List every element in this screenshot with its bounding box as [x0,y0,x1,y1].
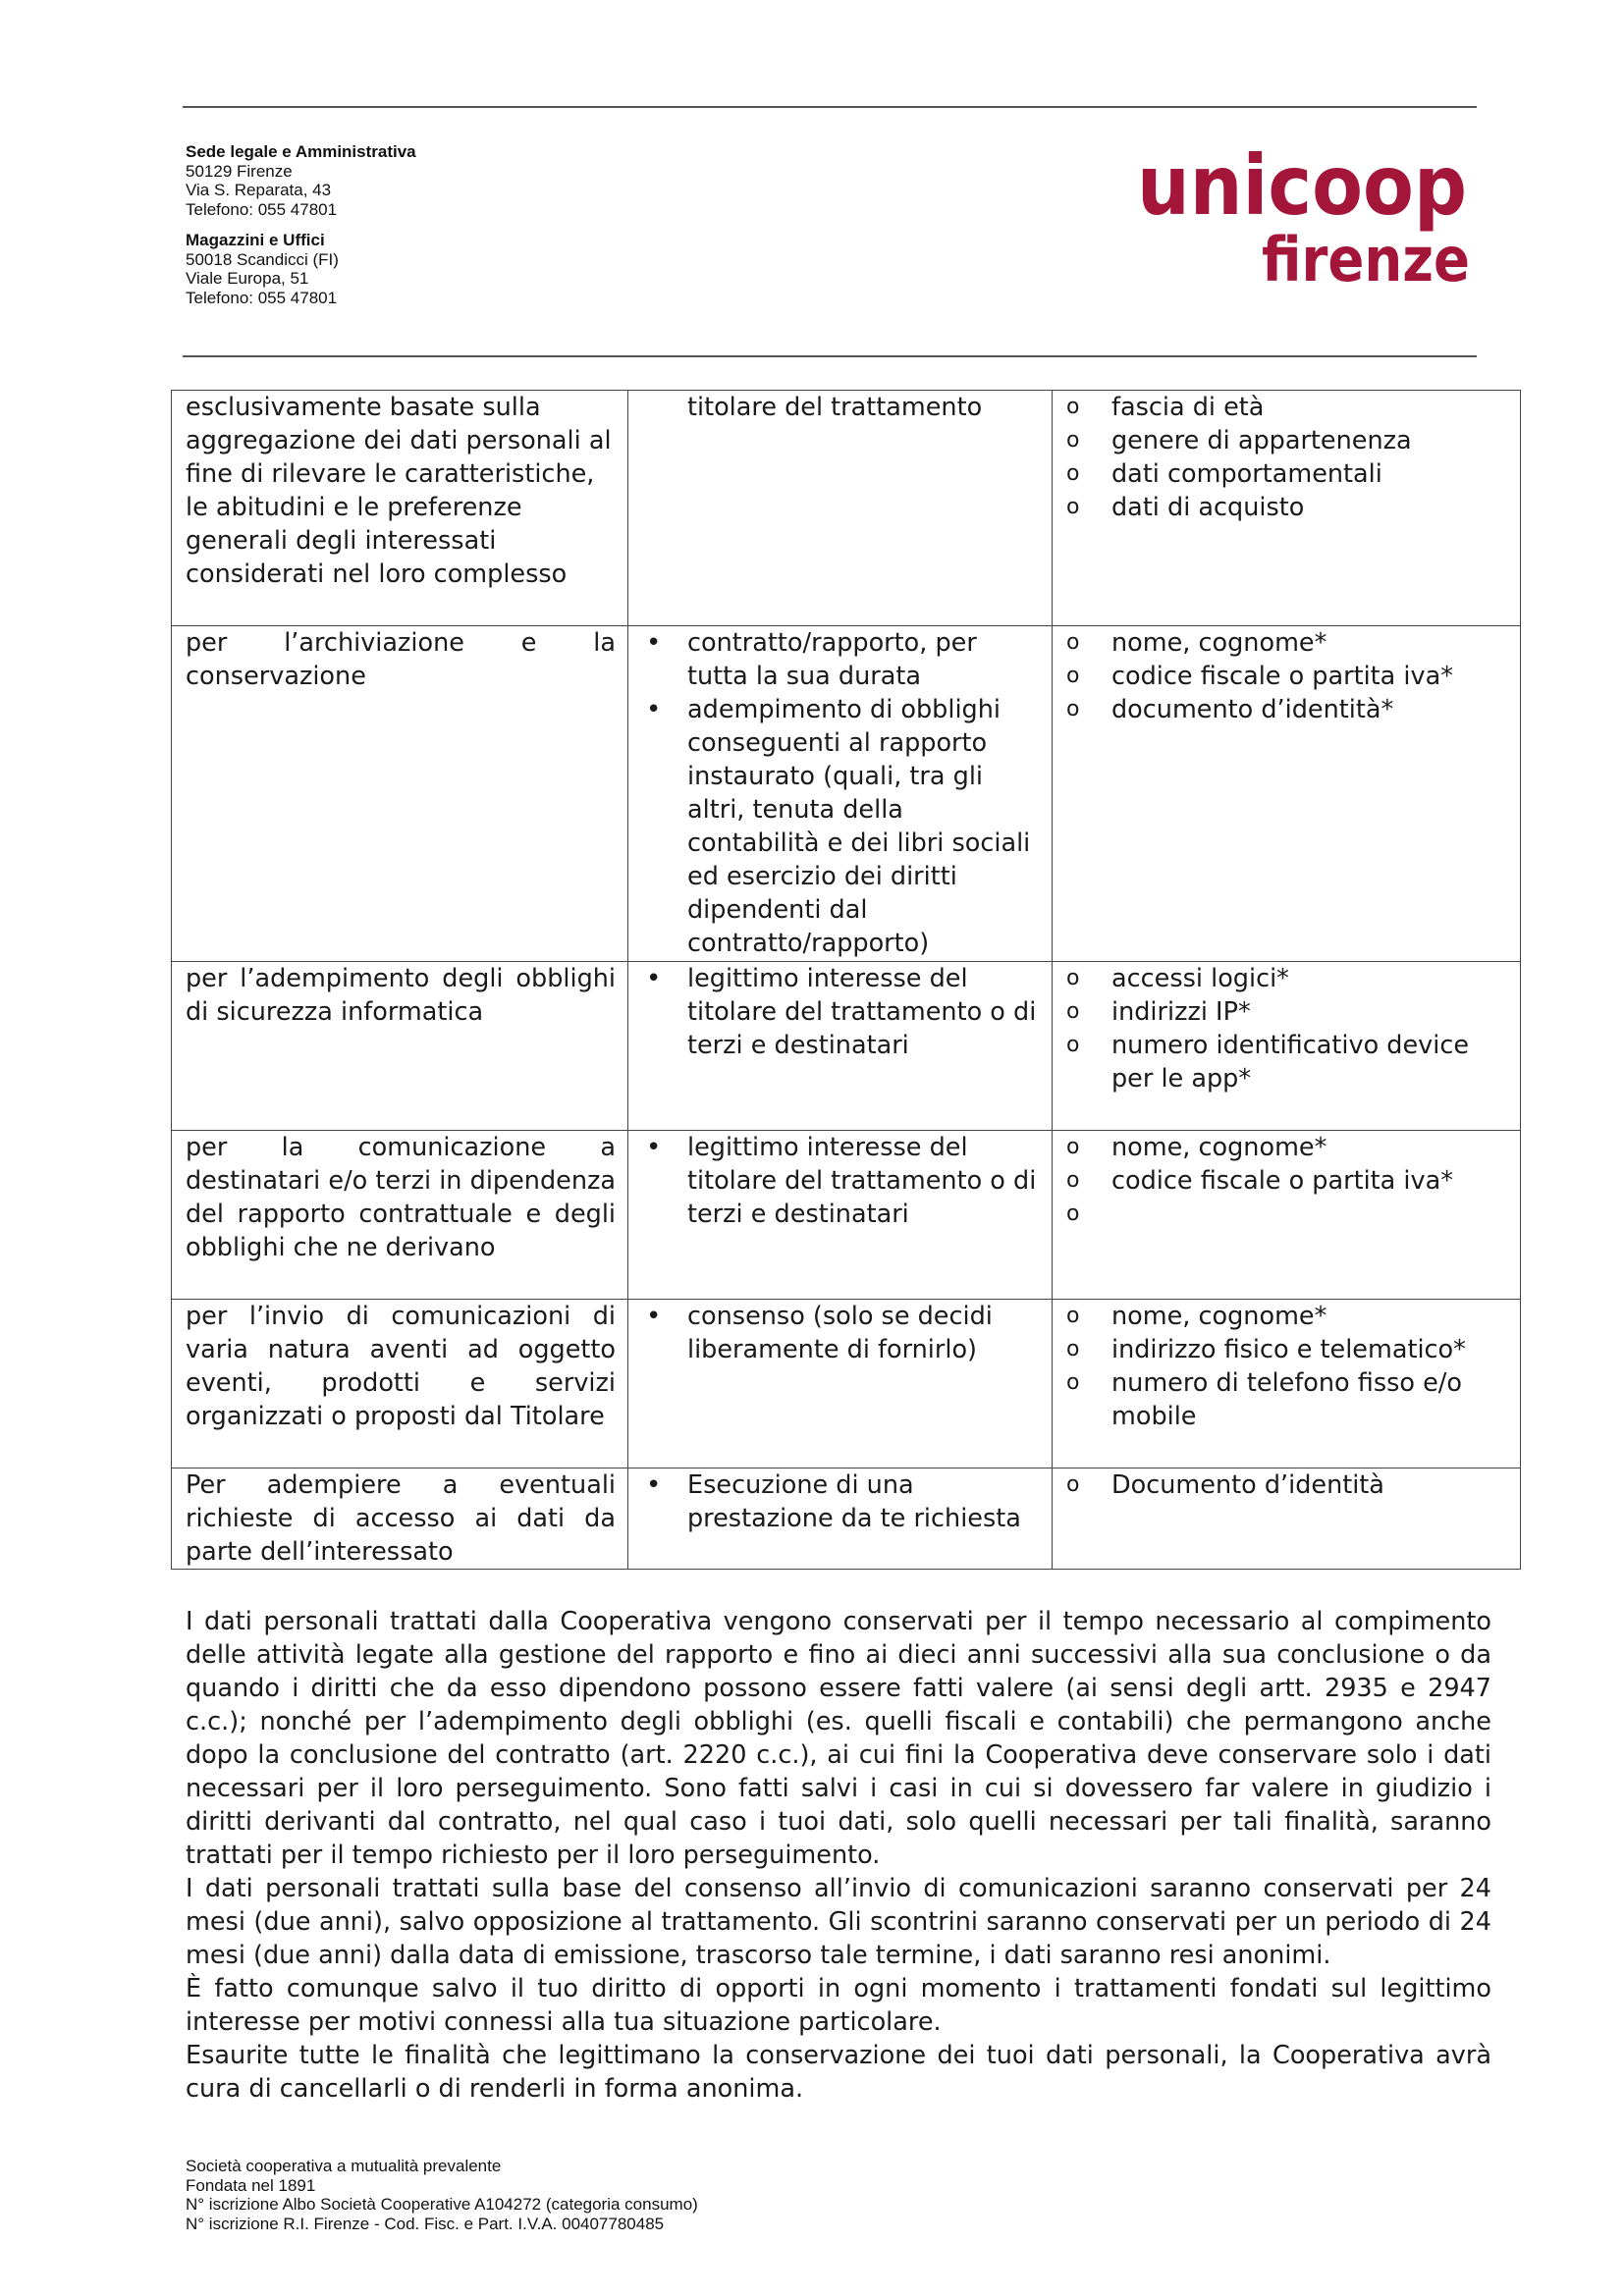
list-item: • contratto/rapporto, per tutta la sua durata [642,626,1040,693]
purpose-cell [172,626,628,962]
magazzini-line: 50018 Scandicci (FI) [186,249,339,269]
sede-line: 50129 Firenze [186,161,293,181]
data-cell [1053,391,1521,626]
purpose-cell [172,1131,628,1300]
magazzini-title: Magazzini e Uffici [186,231,325,249]
list-item: o codice fiscale o partita iva* [1066,662,1453,691]
sede-title: Sede legale e Amministrativa [186,142,416,161]
purpose-text: per l’invio di comunicazioni di varia natura aventi ad oggetto eventi, prodotti e servizi organizzati o proposti dal Titolare [186,1302,616,1431]
table-row [172,391,1521,626]
list-item: o numero di telefono fisso e/o mobile [1066,1368,1462,1431]
data-cell [1053,962,1521,1131]
company-footer [186,2157,698,2233]
list-item: o Documento d’identità [1066,1470,1384,1500]
list-item: o codice fiscale o partita iva* [1066,1166,1453,1196]
basis-cell [628,962,1053,1131]
list-item: • Esecuzione di una prestazione da te richiesta [642,1468,1040,1535]
list-item: o [1066,1201,1080,1226]
list-item: o indirizzo fisico e telematico* [1066,1335,1466,1364]
footer-line: N° iscrizione R.I. Firenze - Cod. Fisc. e Part. I.V.A. 00407780485 [186,2214,665,2233]
footer-line: Società cooperativa a mutualità prevalente [186,2157,502,2175]
list-item: • legittimo interesse del titolare del trattamento o di terzi e destinatari [642,1131,1040,1231]
data-cell [1053,626,1521,962]
basis-cell [628,1131,1053,1300]
list-item: o nome, cognome* [1066,628,1327,658]
header-rule-bottom [183,355,1477,357]
list-item: o dati di acquisto [1066,493,1305,522]
basis-cell [628,1300,1053,1468]
sede-line: Via S. Reparata, 43 [186,181,332,199]
purpose-cell [172,1468,628,1570]
purpose-cell [172,391,628,626]
footer-line: N° iscrizione Albo Società Cooperative A104272 (categoria consumo) [186,2195,698,2214]
table-row [172,1131,1521,1300]
list-item: • adempimento di obblighi conseguenti al rapporto instaurato (quali, tra gli altri, tenuta della contabilità e dei libri sociali ed esercizio dei diritti dipendenti dal contratto/rapporto) [642,693,1040,960]
table-row [172,962,1521,1131]
list-item: o accessi logici* [1066,964,1289,993]
unicoop-firenze-logo [1129,137,1483,294]
logo-word-top: unicoop [1137,137,1467,234]
list-item: • legittimo interesse del titolare del trattamento o di terzi e destinatari [642,962,1040,1062]
list-item: o genere di appartenenza [1066,426,1412,455]
list-item: o nome, cognome* [1066,1133,1327,1162]
data-cell [1053,1131,1521,1300]
paragraph: I dati personali trattati sulla base del consenso all’invio di comunicazioni saranno conservati per 24 mesi (due anni), salvo opposizione al trattamento. Gli scontrini saranno conservati per un periodo di 24 mesi (due anni) dalla data di emissione, trascorso tale termine, i dati saranno resi anonimi. [186,1874,1491,1970]
list-item: o fascia di età [1066,393,1265,422]
logo-svg [1129,137,1483,294]
paragraph: Esaurite tutte le finalità che legittimano la conservazione dei tuoi dati personali, la Cooperativa avrà cura di cancellarli o di renderli in forma anonima. [186,2041,1491,2104]
paragraph: È fatto comunque salvo il tuo diritto di opporti in ogni momento i trattamenti fondati sul legittimo interesse per motivi connessi alla tua situazione particolare. [186,1974,1491,2037]
data-cell [1053,1468,1521,1570]
list-item: o dati comportamentali [1066,459,1382,489]
list-item: o numero identificativo device per le app* [1066,1031,1470,1094]
purpose-text: esclusivamente basate sulla aggregazione dei dati personali al fine di rilevare le caratteristiche, le abitudini e le preferenze generali degli interessati considerati nel loro complesso [186,393,612,589]
magazzini-line: Viale Europa, 51 [186,269,309,288]
data-cell [1053,1300,1521,1468]
purpose-cell [172,962,628,1131]
table-row [172,1468,1521,1570]
list-item: o indirizzi IP* [1066,997,1251,1027]
list-item: • consenso (solo se decidi liberamente di fornirlo) [642,1300,1040,1366]
purpose-text: per l’archiviazione e la conservazione [186,628,616,691]
purpose-text: per la comunicazione a destinatari e/o terzi in dipendenza del rapporto contrattuale e degli obblighi che ne derivano [186,1133,616,1262]
footer-line: Fondata nel 1891 [186,2175,316,2195]
purpose-text: per l’adempimento degli obblighi di sicurezza informatica [186,964,616,1027]
logo-word-bottom: firenze [1262,224,1470,294]
list-item: o nome, cognome* [1066,1302,1327,1331]
basis-cell [628,626,1053,962]
basis-text: titolare del trattamento [687,393,983,422]
list-item: o documento d’identità* [1066,695,1394,724]
magazzini-line: Telefono: 055 47801 [186,288,338,307]
data-processing-table [171,390,1521,1570]
paragraph: I dati personali trattati dalla Cooperativa vengono conservati per il tempo necessario al compimento delle attività legate alla gestione del rapporto e fino ai dieci anni successivi alla sua conclusione o da quando i diritti che da esso dipendono possono essere fatti valere (ai sensi degli artt. 2935 e 2947 c.c.); nonché per l’adempimento degli obblighi (es. quelli fiscali e contabili) che permangono anche dopo la conclusione del contratto (art. 2220 c.c.), ai cui fini la Cooperativa deve conservare solo i dati necessari per il loro perseguimento. Sono fatti salvi i casi in cui si dovessero far valere in giudizio i diritti derivanti dal contratto, nel qual caso i tuoi dati, solo quelli necessari per tali finalità, saranno trattati per il tempo richiesto per il loro perseguimento. [186,1607,1491,1870]
sede-line: Telefono: 055 47801 [186,199,338,219]
basis-cell [628,391,1053,626]
header-rule-top [183,106,1477,108]
retention-text [186,1605,1491,2106]
purpose-text: Per adempiere a eventuali richieste di accesso ai dati da parte dell’interessato [186,1470,616,1567]
basis-cell [628,1468,1053,1570]
table-row [172,626,1521,962]
table-row [172,1300,1521,1468]
company-address [186,142,416,307]
purpose-cell [172,1300,628,1468]
